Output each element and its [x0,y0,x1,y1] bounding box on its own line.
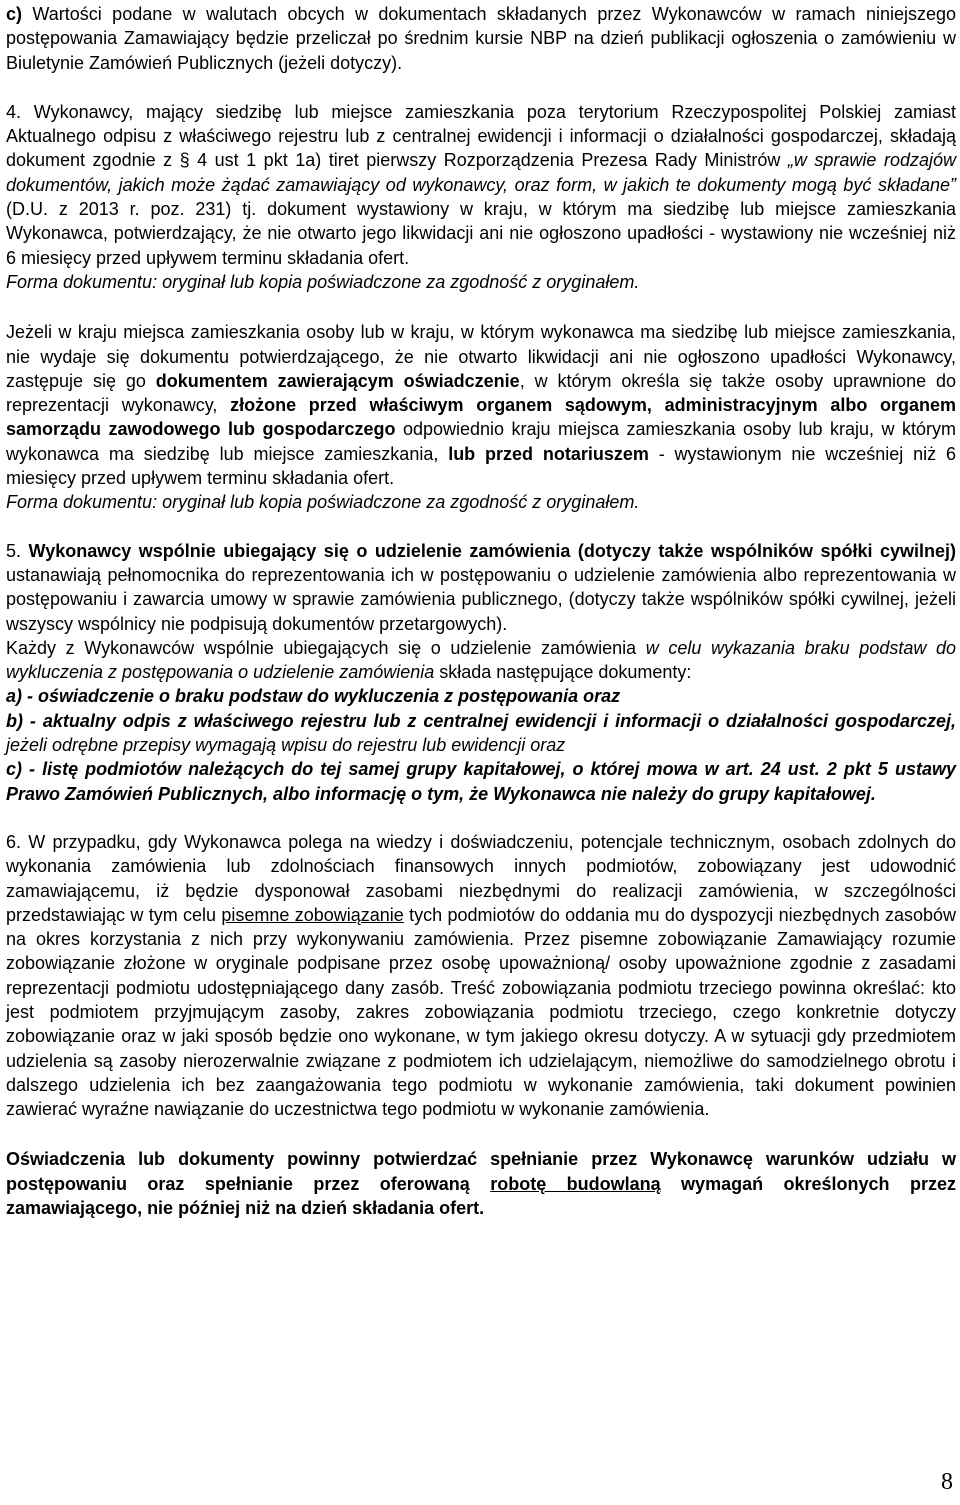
section-5-bold-a: Wykonawcy wspólnie ubiegający się o udzielenie zamówienia (dotyczy także wspólników spółki cywilnej) [28,540,957,561]
section-c-marker: c) [6,4,23,24]
section-4-text-b: (D.U. z 2013 r. poz. 231) tj. dokument wystawiony w kraju, w którym ma siedzibę lub miejsce zamieszkania Wykonawca, potwierdzający, że nie otwarto jego likwidacji ani nie ogłoszono upadłości - wystawiony nie wcześniej niż 6 miesięcy przed upływem terminu składania ofert. [6,199,956,268]
section-c-text: Wartości podane w walutach obcych w dokumentach składanych przez Wykonawców w ramach niniejszego postępowania Zamawiający będzie przeliczał po średnim kursie NBP na dzień publikacji ogłoszenia o zamówieniu w Biuletynie Zamówień Publicznych (jeżeli dotyczy). [6,4,956,73]
section-6-text-b: tych podmiotów do oddania mu do dyspozycji niezbędnych zasobów na okres korzystania z nich przy wykonywaniu zamówienia. Przez pisemne zobowiązanie Zamawiający rozumie zobowiązanie złożone w oryginale podpisane przez osobę upoważnioną/ osoby upoważnione zgodnie z zasadami reprezentacji podmiotu udostępniającego dany zasób. Treść zobowiązania podmiotu trzeciego powinna określać: kto jest podmiotem przyjmującym zasoby, zakres zobowiązania podmiotu trzeciego, czego konkretnie dotyczy zobowiązanie oraz w jaki sposób będzie ono wykonane, w tym jakiego okresu dotyczy. A w sytuacji gdy przedmiotem udzielenia są zasoby nierozerwalnie związane z podmiotem ich udzielającym, niemożliwe do samodzielnego obrotu i dalszego udzielenia ich bez zaangażowania tego podmiotu w wykonanie zamówienia, taki dokument powinien zawierać wyraźne nawiązanie do uczestnictwa tego podmiotu w wykonanie zamówienia. [6,904,957,1120]
document-page [6,0,956,1220]
section-5-number: 5. [6,540,29,561]
section-5-paragraph-1 [6,539,956,636]
section-5-text-a: ustanawiają pełnomocnika do reprezentowania ich w postępowaniu o udzielenie zamówienia albo reprezentowania w postępowaniu i zawarcia umowy w sprawie zamówienia publicznego, (dotyczy także wspólników spółki cywilnej, jeżeli wszyscy wspólnicy nie podpisują dokumentów przetargowych). [6,564,956,634]
list-item-a: a) - oświadczenie o braku podstaw do wykluczenia z postępowania oraz [6,686,621,707]
final-text-a: Oświadczenia lub dokumenty powinny potwierdzać spełnianie przez Wykonawcę warunków udziału w postępowaniu oraz spełnianie przez oferowaną [6,1149,956,1194]
paragraph-2-text-c: odpowiednio kraju miejsca zamieszkania osoby lub kraju, w którym wykonawca ma siedzibę lub miejsce zamieszkania, [6,419,956,464]
final-underlined: robotę budowlaną [490,1173,661,1194]
section-c [6,2,956,75]
list-item-b-italic: jeżeli odrębne przepisy wymagają wpisu do rejestru lub ewidencji oraz [6,735,566,756]
list-item-b-bold: b) - aktualny odpis z właściwego rejestru lub z centralnej ewidencji i informacji o działalności gospodarczej, [6,710,956,731]
section-4-paragraph-2 [6,320,956,490]
paragraph-2-text-d: - wystawionym nie wcześniej niż 6 miesięcy przed upływem terminu składania ofert. [6,443,956,489]
page-number: 8 [941,1469,953,1495]
section-5-text-c: składa następujące dokumenty: [434,662,692,683]
final-paragraph [6,1147,956,1220]
list-item-c: c) - listę podmiotów należących do tej samej grupy kapitałowej, o której mowa w art. 24 ust. 2 pkt 5 ustawy Prawo Zamówień Publicznych, albo informację o tym, że Wykonawca nie należy do grupy kapitałowej. [6,759,956,804]
regulation-title: „w sprawie rodzajów dokumentów, jakich może żądać zamawiający od wykonawcy, oraz form, w jakich te dokumenty mogą być składane” [6,150,956,195]
paragraph-2-bold-3: lub przed notariuszem [448,443,649,464]
paragraph-2-text-b: , w którym określa się także osoby uprawnione do reprezentacji wykonawcy, [6,370,956,416]
section-6-text-a: 6. W przypadku, gdy Wykonawca polega na wiedzy i doświadczeniu, potencjale technicznym, osobach zdolnych do wykonania zamówienia lub zdolnościach finansowych innych podmiotów, zobowiązany jest udowodnić zamawiającemu, iż będzie dysponował zasobami niezbędnymi do realizacji zamówienia, w szczególności przedstawiając w tym celu [6,831,956,925]
paragraph-2-bold-2: złożone przed właściwym organem sądowym, administracyjnym albo organem samorządu zawodowego lub gospodarczego [6,395,957,440]
section-5-paragraph-2 [6,636,956,685]
paragraph-2-bold-1: dokumentem zawierającym oświadczenie [155,370,520,391]
final-text-b: wymagań określonych przez zamawiającego, nie później niż na dzień składania ofert. [6,1173,956,1219]
section-5-italic-b: w celu wykazania braku podstaw do wykluczenia z postępowania o udzielenie zamówienia [6,637,956,683]
section-4-paragraph-1 [6,100,956,270]
paragraph-2-text-a: Jeżeli w kraju miejsca zamieszkania osoby lub w kraju, w którym wykonawca ma siedzibę lub miejsce zamieszkania, nie wydaje się dokumentu potwierdzającego, że nie otwarto likwidacji ani nie ogłoszono upadłości Wykonawcy, zastępuje się go [6,322,956,391]
list-item-b [6,709,956,758]
section-5-text-b: Każdy z Wykonawców wspólnie ubiegających się o udzielenie zamówienia [6,637,646,658]
section-6-underlined: pisemne zobowiązanie [221,904,404,925]
section-6-paragraph [6,830,956,1122]
form-note-2: Forma dokumentu: oryginał lub kopia poświadczone za zgodność z oryginałem. [6,492,640,513]
form-note-1: Forma dokumentu: oryginał lub kopia poświadczone za zgodność z oryginałem. [6,271,640,292]
section-4-text-a: 4. Wykonawcy, mający siedzibę lub miejsce zamieszkania poza terytorium Rzeczypospolitej Polskiej zamiast Aktualnego odpisu z właściwego rejestru lub z centralnej ewidencji i informacji o działalności gospodarczej, składają dokument zgodnie z § 4 ust 1 pkt 1a) tiret pierwszy Rozporządzenia Prezesa Rady Ministrów [6,101,956,171]
